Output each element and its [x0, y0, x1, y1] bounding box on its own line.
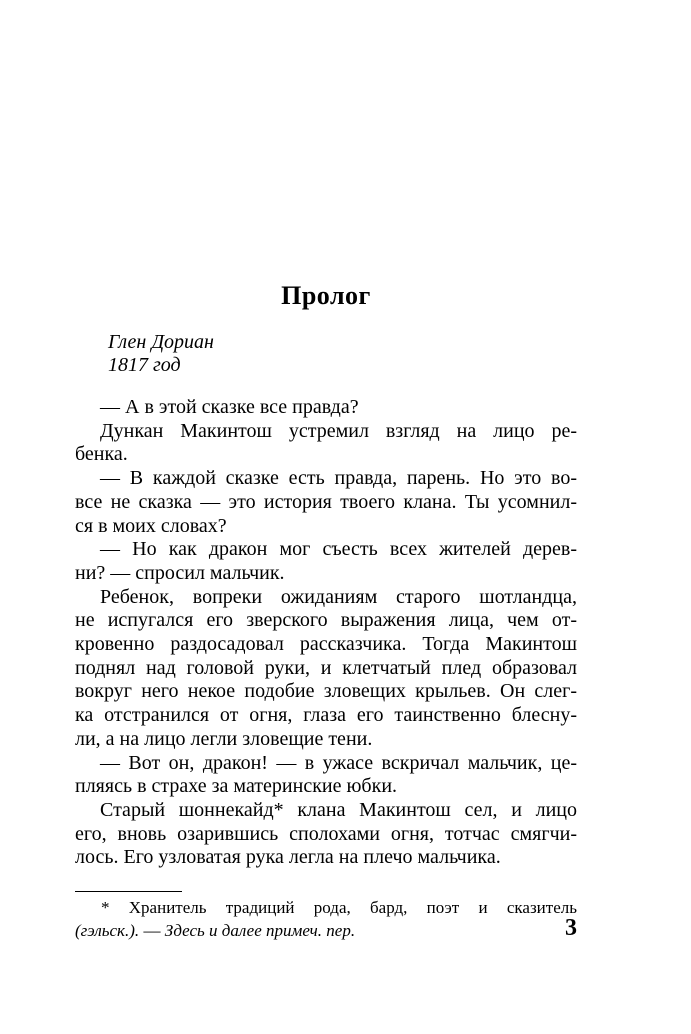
- epigraph: [108, 331, 214, 377]
- body-line: ли, а на лицо легли зловещие тени.: [75, 727, 373, 750]
- body-text: [75, 396, 577, 870]
- body-line: его, вновь озарившись сполохами огня, тотчас смягчи-: [75, 822, 577, 845]
- body-line: все не сказка — это история твоего клана. Ты усомнил-: [75, 490, 577, 513]
- body-line: ся в моих словах?: [75, 514, 227, 537]
- body-line: ни? — спросил мальчик.: [75, 561, 285, 584]
- body-line: — Вот он, дракон! — в ужасе вскричал мальчик, це-: [100, 751, 577, 774]
- body-line: — В каждой сказке есть правда, парень. Но это во-: [100, 467, 577, 490]
- body-line: пляясь в страхе за материнские юбки.: [75, 775, 398, 798]
- epigraph-year: 1817 год: [108, 354, 181, 376]
- footnote-separator: —: [139, 920, 165, 940]
- body-line: вокруг него некое подобие зловещих крыльев. Он слег-: [75, 680, 577, 703]
- body-line: поднял над головой руки, и клетчатый плед образовал: [75, 656, 577, 679]
- body-line: Старый шоннекайд* клана Макинтош сел, и лицо: [100, 798, 577, 821]
- body-line: ка отстранился от огня, глаза его таинственно блесну-: [75, 704, 577, 727]
- page-number: 3: [565, 915, 577, 941]
- body-line: лось. Его узловатая рука легла на плечо мальчика.: [75, 846, 501, 869]
- body-line: Дункан Макинтош устремил взгляд на лицо ре-: [100, 419, 577, 442]
- chapter-title: Пролог: [281, 281, 371, 310]
- body-line: кровенно раздосадовал рассказчика. Тогда Макинтош: [75, 633, 577, 656]
- footnote-rule: [75, 891, 182, 892]
- footnote-text-line1: * Хранитель традиций рода, бард, поэт и сказитель: [101, 898, 577, 917]
- body-line: бенка.: [75, 443, 128, 466]
- footnote-translator-note: Здесь и далее примеч. пер.: [164, 920, 356, 940]
- body-line: — А в этой сказке все правда?: [100, 396, 359, 418]
- body-line: не испугался его зверского выражения лица, чем от-: [75, 609, 577, 632]
- footnote-term: (гэльск.).: [75, 920, 140, 940]
- body-line: — Но как дракон мог съесть всех жителей дерев-: [100, 538, 577, 561]
- body-line: Ребенок, вопреки ожиданиям старого шотландца,: [100, 585, 577, 608]
- epigraph-location: Глен Дориан: [108, 331, 214, 353]
